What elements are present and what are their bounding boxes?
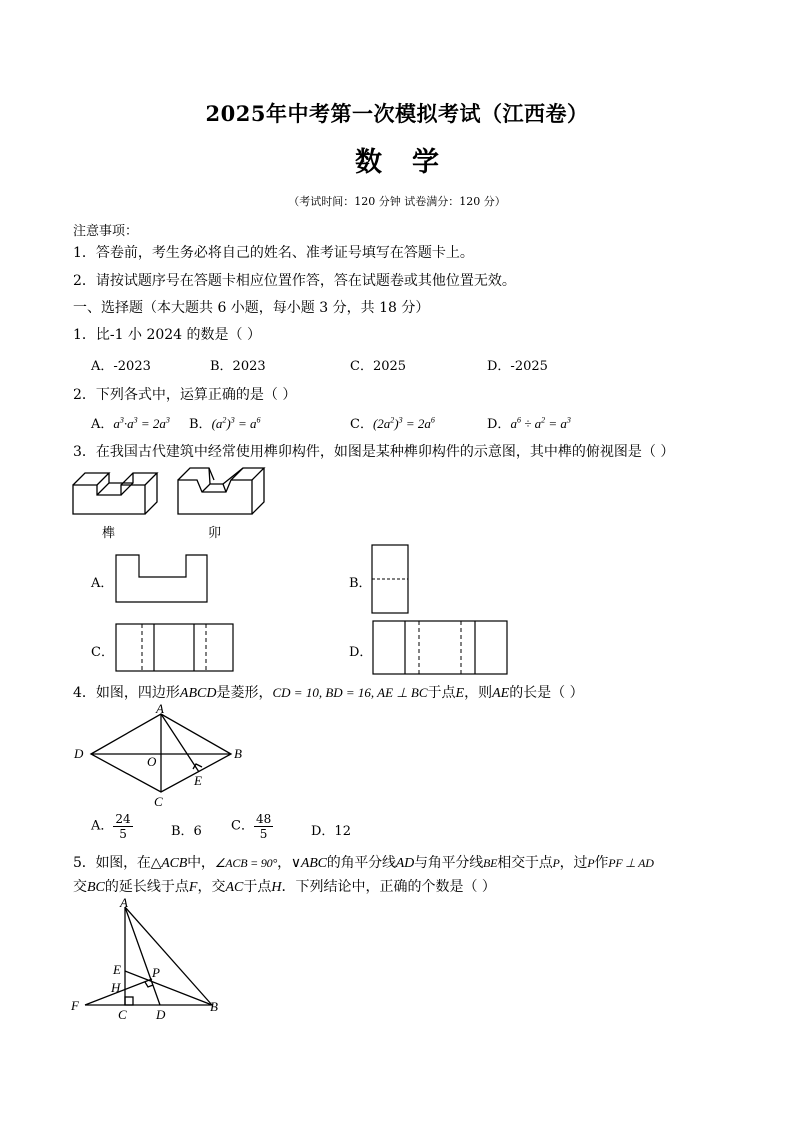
q5-text-9: 交 (73, 879, 87, 895)
q2-option-c-label: C． (350, 417, 373, 432)
q4-stem-part5: 的长是（ ） (509, 685, 584, 701)
q2-stem: 2．下列各式中，运算正确的是（ ） (73, 387, 297, 403)
q4-seg-ae: AE (492, 686, 510, 701)
q4-stem-part2: 是菱形， (216, 685, 273, 701)
q5-label-c: C (118, 1007, 127, 1022)
q3-option-b-figure (370, 543, 410, 615)
q5-angle: ∠ACB = 90° (214, 856, 278, 870)
q4-condition: CD = 10, BD = 16, AE ⊥ BC (272, 685, 428, 700)
exam-title: 2025年中考第一次模拟考试（江西卷） (205, 101, 589, 126)
q5-text-2: 中， (187, 855, 215, 871)
q3-tenon-mortise-figure (60, 460, 280, 540)
q5-label-e: E (113, 962, 121, 977)
q5-text-5: 与角平分线 (414, 855, 484, 871)
q5-stem-line2 (73, 876, 496, 896)
q3-option-c-figure (114, 622, 236, 674)
q4-rhombus-figure (68, 700, 258, 810)
q5-text-12: 于点 (243, 879, 272, 895)
q5-text-6: 相交于点 (497, 855, 553, 871)
exam-meta: （考试时间：120 分钟 试卷满分：120 分） (288, 195, 506, 208)
q2-option-d-formula: $a^6 \div a^2 = a^3$ (510, 415, 571, 431)
q4-option-a-num: 24 (115, 812, 131, 826)
q2-option-a (91, 413, 170, 432)
q4-abcd: ABCD (179, 686, 217, 701)
q5-acb: ACB (161, 856, 188, 871)
q5-text-8: 作 (594, 855, 609, 871)
q3-option-a-figure (114, 553, 210, 605)
q2-option-a-label: A． (91, 417, 114, 432)
q5-text-10: 的延长线于点 (104, 879, 189, 895)
notice-heading: 注意事项： (73, 224, 139, 239)
q5-h: H (271, 880, 282, 895)
q4-label-e: E (194, 773, 202, 788)
q4-label-d: D (74, 746, 84, 761)
q5-text-7: ，过 (559, 855, 588, 871)
q3-option-d-label: D． (349, 645, 373, 660)
q1-option-a: A．-2023 (91, 359, 151, 374)
q4-option-a-den: 5 (119, 827, 127, 841)
q1-option-d: D．-2025 (487, 359, 548, 374)
mortise-label: 卯 (208, 526, 222, 541)
notice-item-2: 2．请按试题序号在答题卡相应位置作答，答在试题卷或其他位置无效。 (73, 273, 516, 289)
q2-option-d (487, 413, 571, 432)
q5-p-2: P (587, 856, 595, 870)
section-heading: 一、选择题（本大题共 6 小题，每小题 3 分，共 18 分） (73, 300, 430, 316)
mortise-shape (178, 468, 264, 514)
q5-label-f: F (71, 998, 79, 1013)
q5-label-h: H (111, 980, 121, 995)
q5-text-4: 的角平分线 (326, 855, 396, 871)
q5-label-d: D (156, 1007, 166, 1022)
q5-text-13: ．下列结论中，正确的个数是（ ） (281, 879, 496, 895)
q1-stem: 1．比-1 小 2024 的数是（ ） (73, 327, 261, 343)
q5-text-3: ，∨ (277, 855, 301, 871)
q2-option-c-formula: $(2a^2)^3 = 2a^6$ (372, 415, 435, 431)
q4-label-a: A (156, 701, 164, 716)
q4-stem (73, 682, 584, 702)
q5-pf: PF ⊥ AD (608, 856, 654, 870)
q4-option-c-label: C． (231, 818, 254, 834)
q2-option-b (189, 413, 261, 432)
q2-option-b-label: B． (189, 417, 212, 432)
tenon-label: 榫 (102, 526, 116, 541)
q5-p: P (552, 856, 560, 870)
q5-be: BE (483, 856, 498, 870)
q5-label-p: P (152, 965, 160, 980)
q2-option-b-formula: $(a^2)^3 = a^6$ (211, 415, 261, 431)
q5-triangle-figure (65, 895, 235, 1025)
q4-option-c (231, 812, 273, 841)
subject-title: 数学 (355, 147, 469, 178)
notice-item-1: 1．答卷前，考生务必将自己的姓名、准考证号填写在答题卡上。 (73, 245, 474, 261)
q3-option-b-label: B． (349, 576, 372, 591)
q5-ac: AC (225, 880, 244, 895)
q4-point-e: E (455, 686, 465, 701)
q4-option-d: D．12 (311, 824, 351, 839)
q4-option-a-label: A． (91, 818, 114, 834)
q5-label-a: A (120, 895, 128, 910)
q3-option-a-label: A． (91, 576, 114, 591)
q4-option-a-fraction (113, 812, 132, 841)
q4-option-a (91, 812, 133, 841)
q4-label-o: O (147, 754, 157, 769)
q4-stem-part1: 4．如图，四边形 (73, 685, 180, 701)
q5-label-b: B (210, 999, 218, 1014)
q5-f: F (188, 880, 198, 895)
q4-option-c-num: 48 (255, 812, 272, 826)
q4-option-c-den: 5 (259, 827, 268, 841)
q4-stem-part3: 于点 (427, 685, 456, 701)
q4-label-c: C (154, 794, 163, 809)
tenon-shape (73, 473, 157, 514)
q3-option-c-label: C． (91, 645, 114, 660)
q5-text-1: 5．如图，在△ (73, 855, 162, 871)
q4-option-b: B．6 (171, 824, 202, 839)
q3-stem: 3．在我国古代建筑中经常使用榫卯构件，如图是某种榫卯构件的示意图，其中榫的俯视图是（ ） (73, 444, 675, 460)
q2-option-c (350, 413, 435, 432)
q3-option-d-figure (371, 619, 509, 676)
q4-label-b: B (234, 746, 242, 761)
q5-text-11: ，交 (197, 879, 226, 895)
q2-option-d-label: D． (487, 417, 511, 432)
q5-abc: ABC (300, 856, 327, 871)
q5-stem-line1 (73, 852, 654, 872)
q4-stem-part4: ，则 (464, 685, 493, 701)
q5-bc: BC (87, 880, 105, 895)
q1-option-b: B．2023 (210, 359, 266, 374)
q5-ad: AD (395, 856, 415, 871)
q1-option-c: C．2025 (350, 359, 407, 374)
q2-option-a-formula: $a^3\cdot a^3 = 2a^3$ (113, 415, 170, 431)
q4-option-c-fraction (254, 812, 273, 841)
